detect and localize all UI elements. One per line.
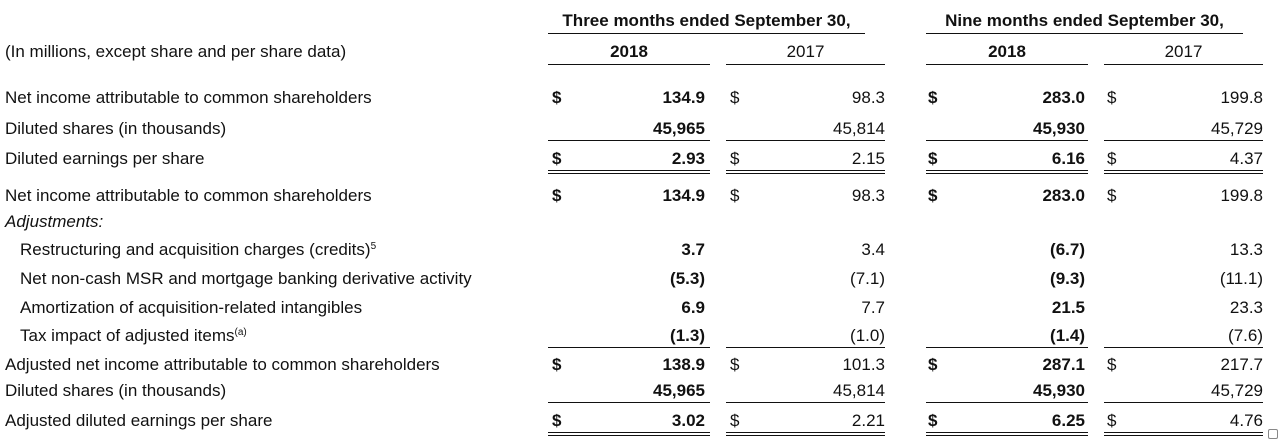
row-label: Net income attributable to common shareholders [5, 186, 372, 205]
cell-value: 3.4 [861, 240, 885, 259]
subtotal-rule [726, 347, 885, 348]
footnote-marker: (a) [234, 327, 247, 338]
currency-symbol: $ [928, 355, 938, 374]
row-label: Net income attributable to common shareholders [5, 88, 372, 107]
year-rule-1 [548, 64, 710, 65]
resize-handle-icon[interactable] [1268, 429, 1278, 439]
row-label: Diluted shares (in thousands) [5, 119, 227, 138]
cell-value: 199.8 [1220, 88, 1263, 107]
cell-value: 98.3 [851, 186, 885, 205]
currency-symbol: $ [552, 411, 562, 430]
total-double-rule [726, 432, 885, 436]
cell-value: 45,729 [1211, 381, 1263, 400]
currency-symbol: $ [552, 149, 562, 168]
header-nine-months: Nine months ended September 30, [945, 11, 1224, 30]
currency-symbol: $ [1107, 411, 1117, 430]
cell-value: 283.0 [1042, 186, 1085, 205]
row-label [20, 326, 247, 346]
row-label-text: Tax impact of adjusted items [20, 326, 235, 345]
currency-symbol: $ [552, 88, 562, 107]
row-label: Amortization of acquisition-related intangibles [20, 298, 363, 317]
cell-value: 98.3 [851, 88, 885, 107]
cell-value: 23.3 [1229, 298, 1263, 317]
subtotal-rule [1104, 140, 1263, 141]
currency-symbol: $ [1107, 355, 1117, 374]
header-nine-months-rule [926, 33, 1243, 34]
cell-value: 2.21 [851, 411, 885, 430]
cell-value: 138.9 [662, 355, 705, 374]
cell-value: 2.93 [671, 149, 705, 168]
year-col-2: 2017 [786, 42, 825, 61]
cell-value: 13.3 [1229, 240, 1263, 259]
cell-value: (6.7) [1050, 240, 1085, 259]
adjustments-heading: Adjustments: [5, 212, 104, 231]
cell-value: 3.02 [671, 411, 705, 430]
cell-value: 4.76 [1229, 411, 1263, 430]
subtotal-rule [726, 140, 885, 141]
total-double-rule [548, 170, 710, 174]
total-double-rule [726, 170, 885, 174]
currency-symbol: $ [730, 88, 740, 107]
currency-symbol: $ [552, 355, 562, 374]
currency-symbol: $ [730, 149, 740, 168]
cell-value: 134.9 [662, 88, 705, 107]
cell-value: 2.15 [851, 149, 885, 168]
subtotal-rule [726, 402, 885, 403]
cell-value: (1.3) [670, 326, 705, 345]
cell-value: 4.37 [1229, 149, 1263, 168]
cell-value: (7.6) [1228, 326, 1263, 345]
units-note: (In millions, except share and per share data) [5, 42, 347, 61]
subtotal-rule [1104, 402, 1263, 403]
currency-symbol: $ [928, 186, 938, 205]
cell-value: (7.1) [850, 269, 885, 288]
subtotal-rule [548, 347, 710, 348]
cell-value: 6.9 [681, 298, 705, 317]
currency-symbol: $ [552, 186, 562, 205]
cell-value: (5.3) [670, 269, 705, 288]
currency-symbol: $ [1107, 88, 1117, 107]
cell-value: 6.16 [1051, 149, 1085, 168]
subtotal-rule [926, 402, 1088, 403]
row-label: Diluted earnings per share [5, 149, 205, 168]
cell-value: 287.1 [1042, 355, 1085, 374]
cell-value: 101.3 [842, 355, 885, 374]
cell-value: 45,930 [1033, 381, 1085, 400]
total-double-rule [1104, 432, 1263, 436]
cell-value: 7.7 [861, 298, 885, 317]
cell-value: 217.7 [1220, 355, 1263, 374]
subtotal-rule [1104, 347, 1263, 348]
subtotal-rule [548, 402, 710, 403]
row-label-text: Restructuring and acquisition charges (credits) [20, 240, 371, 259]
currency-symbol: $ [928, 88, 938, 107]
currency-symbol: $ [928, 149, 938, 168]
year-col-3: 2018 [988, 42, 1026, 61]
header-three-months: Three months ended September 30, [562, 11, 851, 30]
cell-value: 21.5 [1051, 298, 1085, 317]
currency-symbol: $ [1107, 186, 1117, 205]
year-rule-3 [926, 64, 1088, 65]
row-label [20, 240, 376, 260]
cell-value: 45,814 [833, 381, 885, 400]
cell-value: 45,814 [833, 119, 885, 138]
year-col-1: 2018 [610, 42, 648, 61]
currency-symbol: $ [928, 411, 938, 430]
cell-value: 199.8 [1220, 186, 1263, 205]
year-rule-2 [726, 64, 885, 65]
total-double-rule [548, 432, 710, 436]
cell-value: 6.25 [1051, 411, 1085, 430]
currency-symbol: $ [1107, 149, 1117, 168]
currency-symbol: $ [730, 355, 740, 374]
cell-value: (1.4) [1050, 326, 1085, 345]
total-double-rule [1104, 170, 1263, 174]
row-label: Adjusted net income attributable to common shareholders [5, 355, 440, 374]
cell-value: 45,965 [653, 119, 705, 138]
footnote-marker: 5 [370, 241, 377, 252]
header-three-months-rule [548, 33, 865, 34]
total-double-rule [926, 432, 1088, 436]
cell-value: 45,729 [1211, 119, 1263, 138]
cell-value: (1.0) [850, 326, 885, 345]
cell-value: 283.0 [1042, 88, 1085, 107]
cell-value: 45,930 [1033, 119, 1085, 138]
cell-value: 45,965 [653, 381, 705, 400]
year-col-4: 2017 [1164, 42, 1203, 61]
row-label: Diluted shares (in thousands) [5, 381, 227, 400]
cell-value: 3.7 [681, 240, 705, 259]
row-label: Net non-cash MSR and mortgage banking derivative activity [20, 269, 472, 288]
row-label: Adjusted diluted earnings per share [5, 411, 273, 430]
year-rule-4 [1104, 64, 1263, 65]
currency-symbol: $ [730, 186, 740, 205]
cell-value: 134.9 [662, 186, 705, 205]
cell-value: (11.1) [1219, 269, 1263, 288]
subtotal-rule [548, 140, 710, 141]
total-double-rule [926, 170, 1088, 174]
subtotal-rule [926, 347, 1088, 348]
cell-value: (9.3) [1050, 269, 1085, 288]
currency-symbol: $ [730, 411, 740, 430]
subtotal-rule [926, 140, 1088, 141]
